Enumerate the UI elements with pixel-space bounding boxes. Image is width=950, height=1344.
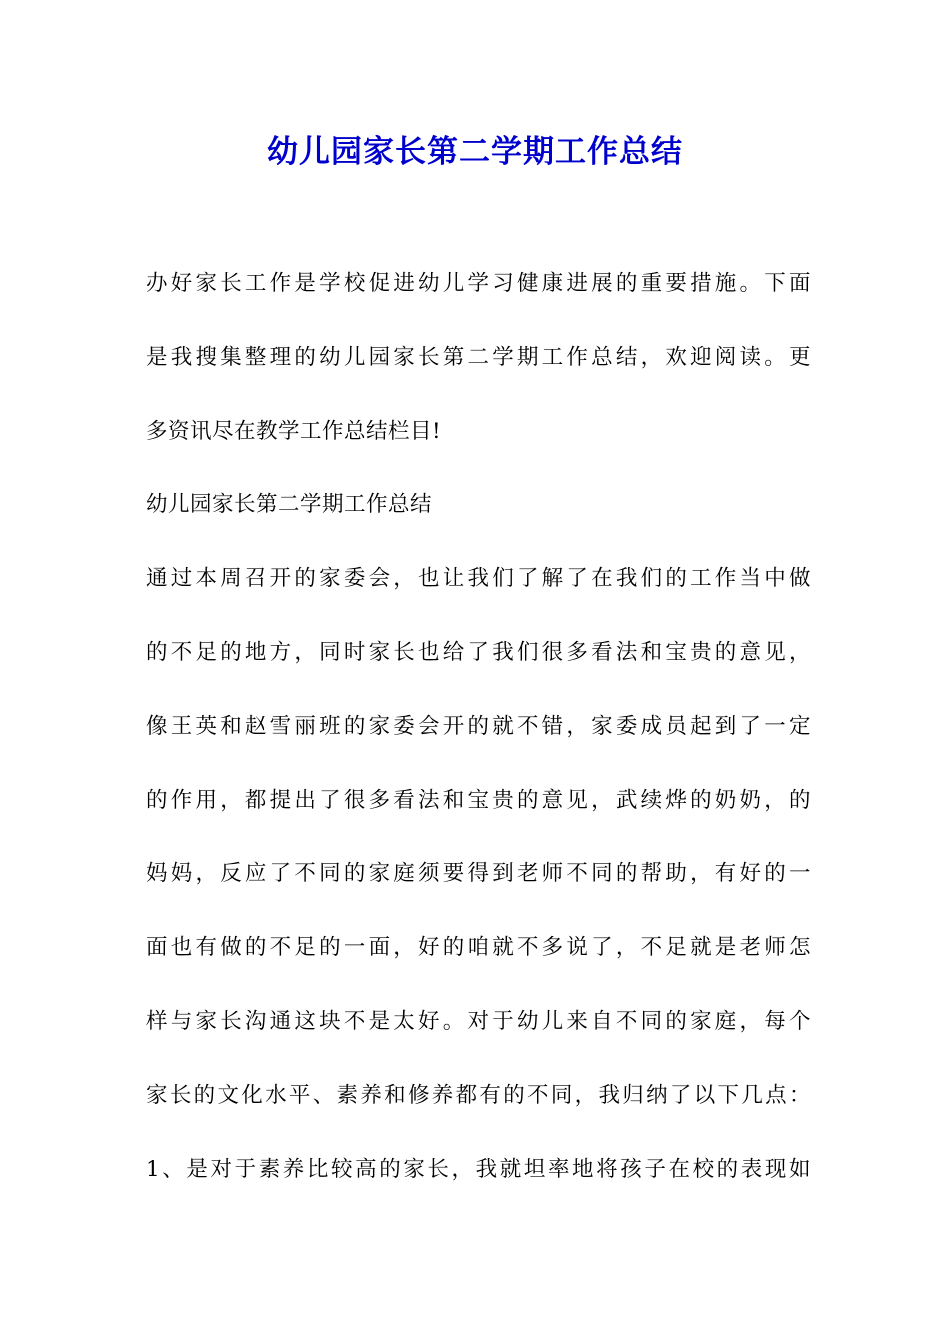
paragraph-line: 样与家长沟通这块不是太好。对于幼儿来自不同的家庭，每个 <box>146 1008 811 1034</box>
paragraph-line: 像王英和赵雪丽班的家委会开的就不错，家委成员起到了一定 <box>146 713 811 739</box>
paragraph-line: 的不足的地方，同时家长也给了我们很多看法和宝贵的意见， <box>146 639 811 665</box>
paragraph-line: 通过本周召开的家委会，也让我们了解了在我们的工作当中做 <box>146 566 811 592</box>
paragraph-line: 家长的文化水平、素养和修养都有的不同，我归纳了以下几点： <box>146 1082 811 1108</box>
paragraph-line: 办好家长工作是学校促进幼儿学习健康进展的重要措施。下面 <box>146 271 811 296</box>
paragraph-line: 面也有做的不足的一面，好的咱就不多说了，不足就是老师怎 <box>146 935 811 961</box>
paragraph-line: 的作用，都提出了很多看法和宝贵的意见，武续烨的奶奶，的 <box>146 787 811 813</box>
paragraph-line: 妈妈，反应了不同的家庭须要得到老师不同的帮助，有好的一 <box>146 861 811 887</box>
document-title: 幼儿园家长第二学期工作总结 <box>267 134 683 170</box>
paragraph-line: 是我搜集整理的幼儿园家长第二学期工作总结，欢迎阅读。更 <box>146 344 811 370</box>
section-heading: 幼儿园家长第二学期工作总结 <box>146 492 433 518</box>
paragraph-line: 1、是对于素养比较高的家长，我就坦率地将孩子在校的表现如 <box>146 1156 811 1182</box>
document-body <box>146 260 811 1219</box>
paragraph-line: 多资讯尽在教学工作总结栏目! <box>146 418 442 444</box>
